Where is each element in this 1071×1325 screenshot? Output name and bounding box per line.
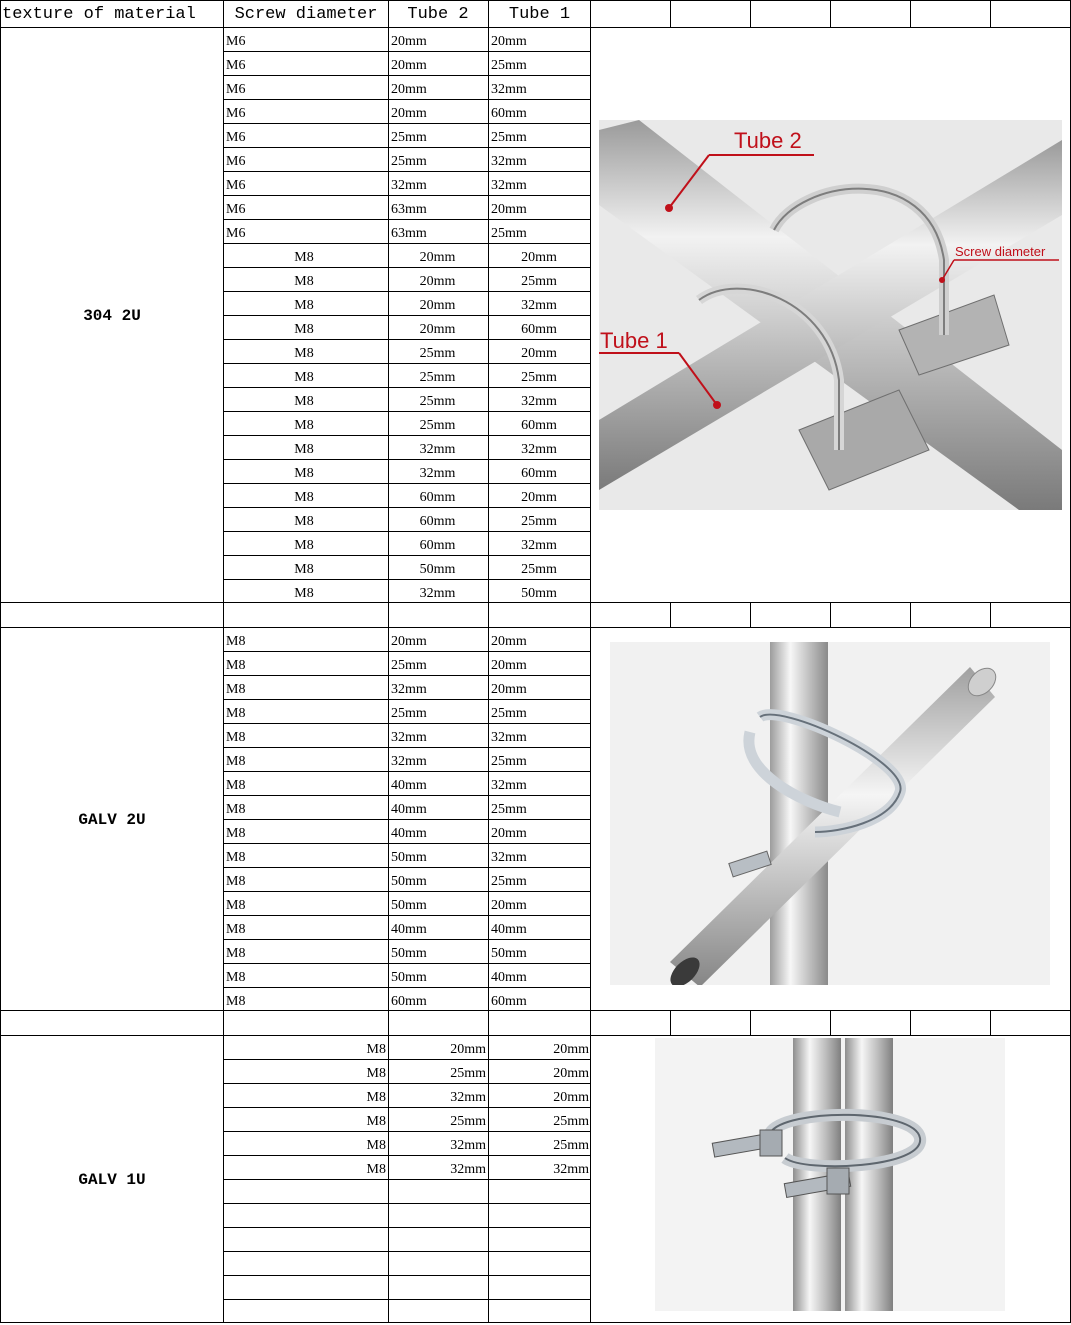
tube-1-cell: 20mm	[491, 658, 527, 673]
tube-2-cell: 50mm	[419, 562, 456, 577]
tube-1-cell: 32mm	[491, 850, 527, 865]
tube-2-cell: 60mm	[419, 490, 456, 505]
tube-2-cell: 20mm	[391, 634, 427, 649]
tube-1-cell: 25mm	[521, 514, 557, 529]
grid-line	[224, 1059, 590, 1060]
tube-2-cell: 60mm	[419, 538, 456, 553]
tube-2-cell: 40mm	[391, 802, 427, 817]
screw-diameter-cell: M8	[226, 682, 246, 697]
screw-diameter-cell: M8	[294, 298, 314, 313]
screw-diameter-cell: M6	[226, 154, 246, 169]
grid-line	[223, 1010, 224, 1036]
grid-line	[910, 0, 911, 28]
tube-1-cell: 25mm	[491, 802, 527, 817]
grid-line	[224, 1107, 590, 1108]
grid-line	[224, 483, 590, 484]
tube-1-cell: 25mm	[553, 1138, 589, 1153]
tube-1-cell: 50mm	[491, 946, 527, 961]
grid-line	[224, 99, 590, 100]
material-label: GALV 1U	[78, 1171, 146, 1189]
screw-diameter-cell: M8	[226, 706, 246, 721]
screw-diameter-cell: M8	[294, 274, 314, 289]
screw-diameter-cell: M6	[226, 82, 246, 97]
tube-2-cell: 50mm	[391, 946, 427, 961]
tube-2-cell: 50mm	[391, 898, 427, 913]
screw-diameter-cell: M6	[226, 178, 246, 193]
grid-line	[0, 628, 1, 1010]
screw-diameter-cell: M6	[226, 130, 246, 145]
grid-line	[224, 315, 590, 316]
header-tube-1: Tube 1	[508, 5, 571, 24]
screw-diameter-cell: M6	[226, 202, 246, 217]
grid-line	[224, 771, 590, 772]
screw-diameter-cell: M8	[294, 418, 314, 433]
grid-line	[224, 723, 590, 724]
clamp-photo-galv-2u	[610, 642, 1050, 985]
screw-diameter-cell: M8	[226, 634, 246, 649]
tube-1-cell	[491, 1229, 589, 1253]
tube-2-cell: 20mm	[391, 34, 427, 49]
grid-line	[224, 1275, 590, 1276]
screw-diameter-cell: M8	[226, 898, 246, 913]
grid-line	[0, 28, 1, 602]
tube-1-cell	[491, 1253, 589, 1277]
grid-line	[488, 602, 489, 628]
tube-2-cell: 25mm	[391, 658, 427, 673]
tube-2-cell: 32mm	[450, 1138, 486, 1153]
tube-2-cell: 32mm	[391, 730, 427, 745]
grid-line	[590, 1036, 591, 1322]
tube-2-cell: 25mm	[450, 1066, 486, 1081]
screw-diameter-cell: M8	[294, 562, 314, 577]
screw-diameter-cell: M8	[226, 658, 246, 673]
grid-line	[224, 147, 590, 148]
grid-line	[224, 435, 590, 436]
screw-diameter-cell: M8	[366, 1042, 386, 1057]
screw-diameter-cell: M8	[226, 754, 246, 769]
tube-2-cell	[391, 1253, 486, 1277]
tube-1-cell: 40mm	[491, 970, 527, 985]
grid-line	[224, 219, 590, 220]
tube-1-cell: 32mm	[521, 298, 557, 313]
tube-1-cell: 32mm	[521, 538, 557, 553]
tube-2-cell: 25mm	[391, 154, 427, 169]
tube-1-cell: 25mm	[491, 226, 527, 241]
tube-1-cell: 20mm	[521, 346, 557, 361]
grid-line	[388, 602, 389, 628]
tube-2-cell: 50mm	[391, 874, 427, 889]
header-tube-2: Tube 2	[407, 5, 469, 24]
clamp-galv-1u-illustration	[655, 1038, 1005, 1311]
tube-1-cell: 60mm	[521, 466, 557, 481]
tube-2-cell: 50mm	[391, 970, 427, 985]
tube-1-cell: 32mm	[491, 178, 527, 193]
grid-line	[224, 747, 590, 748]
tube-2-cell: 63mm	[391, 226, 427, 241]
grid-line	[224, 1155, 590, 1156]
tube-2-cell	[391, 1205, 486, 1229]
grid-line	[224, 939, 590, 940]
grid-line	[388, 0, 389, 28]
tube-1-cell: 20mm	[553, 1042, 589, 1057]
grid-line	[224, 891, 590, 892]
grid-line	[670, 1010, 671, 1036]
header-screw-diameter: Screw diameter	[234, 5, 378, 24]
tube-1-cell: 20mm	[521, 250, 557, 265]
grid-line	[0, 1036, 1, 1322]
screw-diameter-cell: M8	[226, 874, 246, 889]
screw-diameter-cell	[226, 1277, 386, 1301]
tube-2-cell: 32mm	[391, 754, 427, 769]
screw-diameter-cell: M8	[226, 922, 246, 937]
tube-1-cell: 60mm	[521, 418, 557, 433]
screw-diameter-cell: M8	[226, 970, 246, 985]
grid-line	[224, 387, 590, 388]
tube-2-cell: 63mm	[391, 202, 427, 217]
grid-line	[910, 1010, 911, 1036]
grid-line	[224, 291, 590, 292]
grid-line	[224, 555, 590, 556]
grid-line	[224, 267, 590, 268]
grid-line	[590, 628, 591, 1010]
tube-2-cell: 32mm	[419, 442, 456, 457]
tube-2-cell: 32mm	[450, 1162, 486, 1177]
tube-2-cell: 60mm	[391, 994, 427, 1009]
tube-1-cell: 32mm	[553, 1162, 589, 1177]
tube-2-cell: 40mm	[391, 922, 427, 937]
tube-2-cell: 25mm	[419, 418, 456, 433]
tube-2-cell: 20mm	[419, 298, 456, 313]
tube-1-cell: 25mm	[521, 274, 557, 289]
grid-line	[223, 0, 224, 28]
screw-diameter-cell: M8	[294, 586, 314, 601]
tube-1-cell: 60mm	[521, 322, 557, 337]
tube-2-cell: 32mm	[391, 682, 427, 697]
tube-1-cell: 20mm	[491, 34, 527, 49]
grid-line	[990, 1010, 991, 1036]
grid-line	[224, 579, 590, 580]
tube-2-cell: 20mm	[391, 58, 427, 73]
grid-line	[830, 1010, 831, 1036]
tube-1-cell: 32mm	[491, 82, 527, 97]
tube-1-cell: 20mm	[491, 634, 527, 649]
screw-diameter-cell: M8	[366, 1138, 386, 1153]
grid-line	[224, 987, 590, 988]
tube-1-cell	[491, 1181, 589, 1205]
tube-2-cell: 32mm	[391, 178, 427, 193]
tube-1-cell: 60mm	[491, 106, 527, 121]
tube-1-cell: 32mm	[521, 442, 557, 457]
grid-line	[224, 867, 590, 868]
grid-line	[990, 0, 991, 28]
tube-1-cell: 25mm	[491, 130, 527, 145]
header-material: texture of material	[2, 5, 196, 24]
grid-line	[830, 0, 831, 28]
grid-line	[224, 915, 590, 916]
screw-diameter-cell: M8	[294, 394, 314, 409]
grid-line	[910, 602, 911, 628]
screw-diameter-cell: M6	[226, 106, 246, 121]
grid-line	[224, 339, 590, 340]
screw-diameter-cell: M8	[226, 730, 246, 745]
grid-line	[224, 459, 590, 460]
screw-diameter-cell: M8	[366, 1162, 386, 1177]
screw-diameter-cell: M6	[226, 58, 246, 73]
tube-2-cell: 25mm	[450, 1114, 486, 1129]
tube-2-cell: 40mm	[391, 778, 427, 793]
tube-1-cell: 20mm	[491, 682, 527, 697]
screw-diameter-callout: Screw diameter	[955, 244, 1046, 259]
tube-1-cell: 50mm	[521, 586, 557, 601]
screw-diameter-cell	[226, 1253, 386, 1277]
grid-line	[224, 123, 590, 124]
screw-diameter-cell: M8	[366, 1066, 386, 1081]
grid-line	[224, 1227, 590, 1228]
tube-1-cell: 32mm	[521, 394, 557, 409]
tube-2-cell: 20mm	[391, 106, 427, 121]
grid-line	[224, 243, 590, 244]
screw-diameter-cell: M8	[294, 346, 314, 361]
tube-1-cell: 25mm	[521, 370, 557, 385]
tube-2-cell: 20mm	[419, 274, 456, 289]
grid-line	[224, 1083, 590, 1084]
screw-diameter-cell: M8	[294, 322, 314, 337]
tube-2-cell: 50mm	[391, 850, 427, 865]
tube-1-cell: 25mm	[491, 706, 527, 721]
screw-diameter-cell: M8	[226, 778, 246, 793]
grid-line	[224, 1131, 590, 1132]
grid-line	[224, 1203, 590, 1204]
tube-1-cell: 25mm	[491, 58, 527, 73]
grid-line	[488, 0, 489, 28]
screw-diameter-cell: M8	[226, 946, 246, 961]
grid-line	[224, 531, 590, 532]
tube-1-cell: 20mm	[553, 1090, 589, 1105]
grid-line	[670, 602, 671, 628]
screw-diameter-cell: M6	[226, 226, 246, 241]
tube-1-cell: 25mm	[553, 1114, 589, 1129]
grid-line	[224, 507, 590, 508]
grid-line	[224, 1299, 590, 1300]
grid-line	[224, 75, 590, 76]
grid-line	[224, 195, 590, 196]
grid-line	[590, 0, 591, 28]
tube-2-cell: 20mm	[419, 322, 456, 337]
grid-line	[388, 1010, 389, 1036]
grid-line	[488, 1010, 489, 1036]
clamp-304-2u-illustration	[599, 120, 1062, 510]
grid-line	[750, 602, 751, 628]
grid-line	[224, 963, 590, 964]
tube-2-cell: 25mm	[391, 706, 427, 721]
screw-diameter-cell: M8	[294, 538, 314, 553]
tube-1-callout: Tube 1	[600, 328, 668, 353]
tube-2-cell: 60mm	[419, 514, 456, 529]
grid-line	[224, 819, 590, 820]
screw-diameter-cell: M8	[226, 826, 246, 841]
tube-1-cell: 20mm	[491, 826, 527, 841]
grid-line	[590, 28, 591, 602]
tube-2-cell: 20mm	[419, 250, 456, 265]
clamp-photo-galv-1u	[655, 1038, 1005, 1311]
tube-1-cell: 25mm	[491, 874, 527, 889]
tube-1-cell: 25mm	[491, 754, 527, 769]
tube-1-cell: 20mm	[521, 490, 557, 505]
tube-1-cell: 25mm	[521, 562, 557, 577]
material-label: 304 2U	[83, 307, 141, 325]
grid-line	[0, 602, 1, 628]
tube-1-cell: 32mm	[491, 730, 527, 745]
grid-line	[750, 0, 751, 28]
screw-diameter-cell: M8	[294, 514, 314, 529]
tube-2-cell: 32mm	[419, 466, 456, 481]
tube-2-cell: 40mm	[391, 826, 427, 841]
tube-2-cell: 25mm	[391, 130, 427, 145]
grid-line	[590, 602, 591, 628]
tube-1-cell: 20mm	[553, 1066, 589, 1081]
tube-1-cell	[491, 1205, 589, 1229]
tube-2-cell: 32mm	[450, 1090, 486, 1105]
tube-2-callout: Tube 2	[734, 128, 802, 153]
grid-line	[750, 1010, 751, 1036]
tube-2-cell: 20mm	[450, 1042, 486, 1057]
tube-2-cell	[391, 1181, 486, 1205]
grid-line	[224, 51, 590, 52]
grid-line	[990, 602, 991, 628]
screw-diameter-cell: M8	[366, 1090, 386, 1105]
screw-diameter-cell: M8	[226, 802, 246, 817]
grid-line	[224, 171, 590, 172]
grid-line	[224, 1251, 590, 1252]
grid-line	[224, 699, 590, 700]
grid-line	[224, 1179, 590, 1180]
tube-2-cell: 20mm	[391, 82, 427, 97]
grid-line	[830, 602, 831, 628]
tube-2-cell: 32mm	[419, 586, 456, 601]
grid-line	[224, 675, 590, 676]
screw-diameter-cell: M8	[226, 994, 246, 1009]
grid-line	[223, 602, 224, 628]
tube-2-cell: 25mm	[419, 394, 456, 409]
tube-1-cell: 60mm	[491, 994, 527, 1009]
grid-line	[224, 411, 590, 412]
screw-diameter-cell: M8	[294, 250, 314, 265]
tube-2-cell	[391, 1277, 486, 1301]
tube-1-cell: 20mm	[491, 898, 527, 913]
screw-diameter-cell: M8	[226, 850, 246, 865]
grid-line	[224, 843, 590, 844]
tube-2-cell: 25mm	[419, 370, 456, 385]
tube-1-cell: 32mm	[491, 154, 527, 169]
tube-1-cell	[491, 1277, 589, 1301]
screw-diameter-cell: M8	[294, 442, 314, 457]
tube-2-cell	[391, 1229, 486, 1253]
screw-diameter-cell	[226, 1229, 386, 1253]
tube-2-cell: 25mm	[419, 346, 456, 361]
screw-diameter-cell	[226, 1181, 386, 1205]
grid-line	[224, 795, 590, 796]
clamp-photo-304-2u	[599, 120, 1062, 510]
screw-diameter-cell: M8	[366, 1114, 386, 1129]
tube-1-cell: 32mm	[491, 778, 527, 793]
grid-line	[224, 651, 590, 652]
tube-1-cell: 40mm	[491, 922, 527, 937]
grid-line	[0, 0, 1, 28]
grid-line	[670, 0, 671, 28]
screw-diameter-cell: M8	[294, 370, 314, 385]
screw-diameter-cell: M6	[226, 34, 246, 49]
grid-line	[224, 363, 590, 364]
screw-diameter-cell	[226, 1205, 386, 1229]
grid-line	[0, 1010, 1, 1036]
grid-line	[590, 1010, 591, 1036]
tube-1-cell: 20mm	[491, 202, 527, 217]
screw-diameter-cell: M8	[294, 466, 314, 481]
material-label: GALV 2U	[78, 811, 146, 829]
clamp-galv-2u-illustration	[610, 642, 1050, 985]
screw-diameter-cell: M8	[294, 490, 314, 505]
